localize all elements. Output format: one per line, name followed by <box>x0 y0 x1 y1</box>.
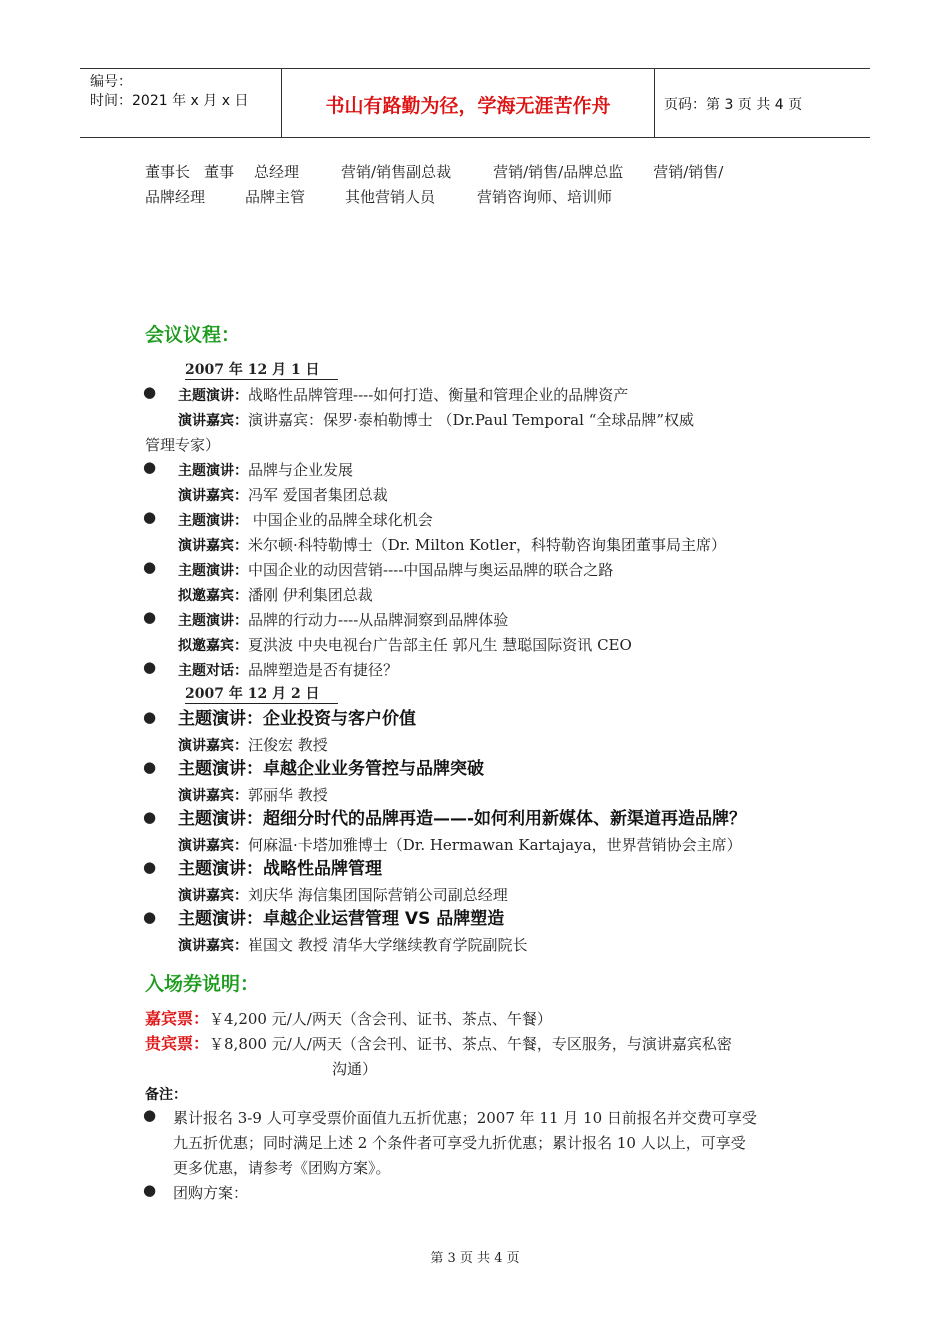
audience-line <box>145 185 612 209</box>
page-header <box>80 68 870 138</box>
agenda-speaker: 演讲嘉宾：汪俊宏 教授 <box>178 736 328 754</box>
vip-ticket: 贵宾票：￥8,800 元/人/两天（含会刊、证书、茶点、午餐，专区服务，与演讲嘉宾私密 <box>145 1034 732 1053</box>
agenda-speaker: 演讲嘉宾：演讲嘉宾：保罗·泰柏勒博士 （Dr.Paul Temporal “全球品牌”权威 <box>178 411 695 429</box>
agenda-topic: 主题演讲：卓越企业业务管控与品牌突破 <box>178 759 484 779</box>
agenda-item: ● <box>143 708 157 726</box>
day1-date: 2007 年 12 月 1 日 <box>185 361 338 380</box>
audience-item: 品牌经理 <box>145 188 206 206</box>
notes-label: 备注： <box>145 1087 187 1103</box>
agenda-item: ● <box>143 558 157 576</box>
agenda-topic: 主题演讲：战略性品牌管理----如何打造、衡量和管理企业的品牌资产 <box>178 386 629 404</box>
audience-item: 营销/销售/ <box>653 163 724 181</box>
agenda-speaker: 演讲嘉宾：刘庆华 海信集团国际营销公司副总经理 <box>178 886 508 904</box>
tickets-title: 入场券说明： <box>145 973 260 995</box>
agenda-item: ● <box>143 858 157 876</box>
agenda-speaker: 演讲嘉宾：崔国文 教授 清华大学继续教育学院副院长 <box>178 936 528 954</box>
note-text: 团购方案： <box>173 1184 249 1202</box>
agenda-speaker: 演讲嘉宾：米尔顿·科特勒博士（Dr. Milton Kotler，科特勒咨询集团董事局主席） <box>178 536 727 554</box>
header-page-number: 页码：第 3 页 共 4 页 <box>664 97 803 113</box>
agenda-item: ● <box>143 608 157 626</box>
audience-item: 营销/销售/品牌总监 <box>493 163 624 181</box>
audience-item: 营销咨询师、培训师 <box>477 188 613 206</box>
agenda-topic: 主题对话：品牌塑造是否有捷径？ <box>178 661 399 679</box>
agenda-title: 会议议程： <box>145 324 241 346</box>
note-text: 累计报名 3-9 人可享受票价面值九五折优惠；2007 年 11 月 10 日前报名并交费可享受 <box>173 1109 757 1127</box>
agenda-speaker: 拟邀嘉宾：潘刚 伊利集团总裁 <box>178 586 373 604</box>
agenda-speaker: 演讲嘉宾：何麻温·卡塔加雅博士（Dr. Hermawan Kartajaya，世界营销协会主席） <box>178 836 742 854</box>
day2-date: 2007 年 12 月 2 日 <box>185 685 338 704</box>
audience-item: 总经理 <box>254 163 300 181</box>
agenda-topic: 主题演讲：品牌的行动力----从品牌洞察到品牌体验 <box>178 611 509 629</box>
agenda-item: ● <box>143 508 157 526</box>
agenda-item: ● <box>143 758 157 776</box>
audience-item: 品牌主管 <box>245 188 306 206</box>
agenda-topic: 主题演讲： 中国企业的品牌全球化机会 <box>178 511 433 529</box>
agenda-item: ● <box>143 908 157 926</box>
audience-item: 营销/销售副总裁 <box>341 163 452 181</box>
agenda-speaker: 演讲嘉宾：冯军 爱国者集团总裁 <box>178 486 388 504</box>
header-motto: 书山有路勤为径，学海无涯苦作舟 <box>325 95 611 117</box>
agenda-speaker-cont: 管理专家） <box>145 436 221 454</box>
agenda-topic: 主题演讲：品牌与企业发展 <box>178 461 354 479</box>
agenda-item: ● <box>143 458 157 476</box>
note-text: 更多优惠，请参考《团购方案》。 <box>173 1159 391 1177</box>
audience-item: 董事 <box>204 163 235 181</box>
header-divider <box>654 69 655 137</box>
header-meta <box>90 73 248 111</box>
agenda-speaker: 拟邀嘉宾：夏洪波 中央电视台广告部主任 郭凡生 慧聪国际资讯 CEO <box>178 636 632 654</box>
agenda-topic: 主题演讲：战略性品牌管理 <box>178 859 382 879</box>
agenda-item: ● <box>143 808 157 826</box>
note-text: 九五折优惠；同时满足上述 2 个条件者可享受九折优惠；累计报名 10 人以上，可享受 <box>173 1134 746 1152</box>
audience-line <box>145 160 723 184</box>
code-label: 编号： <box>90 74 132 90</box>
note-item: ● <box>143 1181 157 1199</box>
agenda-speaker: 演讲嘉宾：郭丽华 教授 <box>178 786 328 804</box>
guest-ticket: 嘉宾票：￥4,200 元/人/两天（含会刊、证书、茶点、午餐） <box>145 1009 552 1028</box>
audience-item: 其他营销人员 <box>345 188 436 206</box>
agenda-item: ● <box>143 658 157 676</box>
agenda-topic: 主题演讲：超细分时代的品牌再造——-如何利用新媒体、新渠道再造品牌？ <box>178 809 747 829</box>
agenda-topic: 主题演讲：卓越企业运营管理 VS 品牌塑造 <box>178 909 505 929</box>
note-item: ● <box>143 1106 157 1124</box>
agenda-topic: 主题演讲：中国企业的动因营销----中国品牌与奥运品牌的联合之路 <box>178 561 614 579</box>
agenda-item: ● <box>143 383 157 401</box>
page-footer: 第 3 页 共 4 页 <box>430 1251 520 1266</box>
agenda-topic: 主题演讲：企业投资与客户价值 <box>178 709 416 729</box>
audience-item: 董事长 <box>145 163 191 181</box>
vip-ticket-cont: 沟通） <box>332 1060 378 1078</box>
time-label: 时间：2021 年 x 月 x 日 <box>90 93 249 109</box>
